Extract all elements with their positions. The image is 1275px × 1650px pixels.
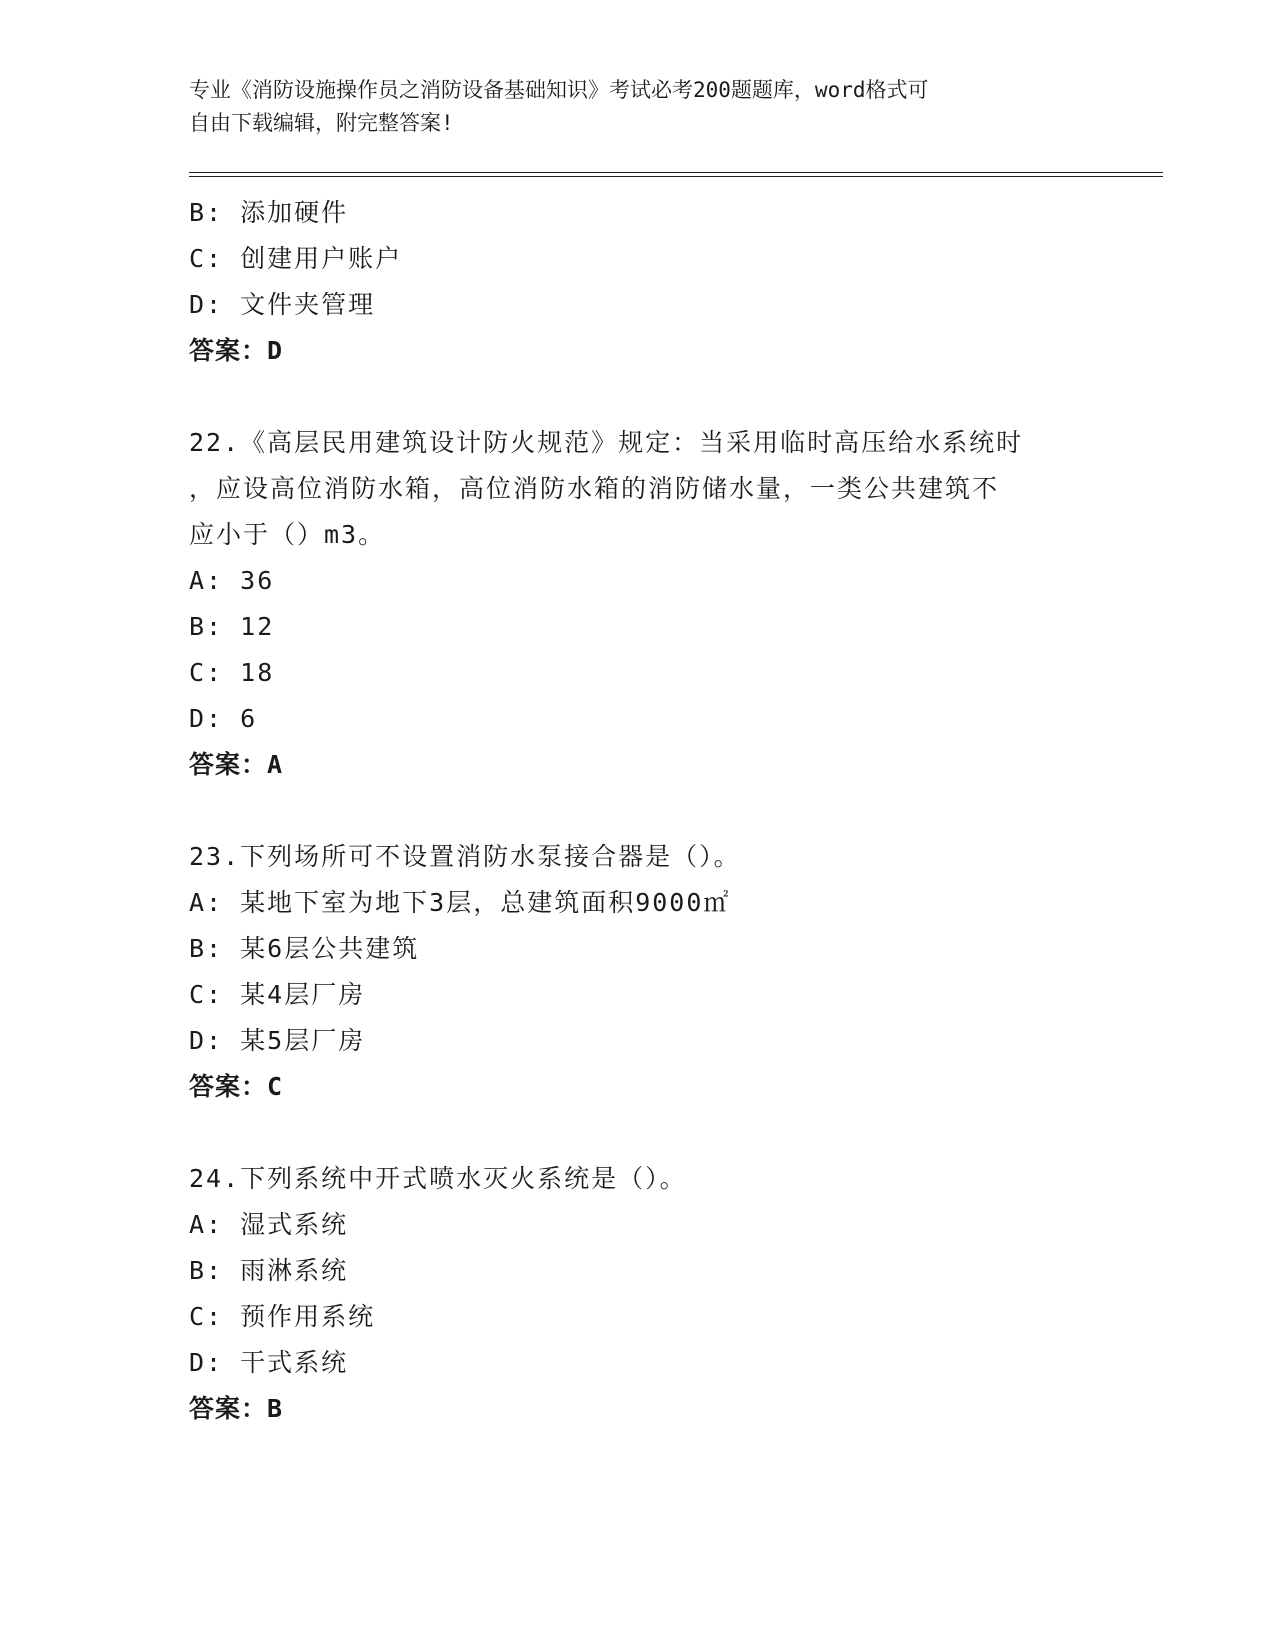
option-c: C: 预作用系统 bbox=[189, 1302, 376, 1331]
option-b: B: 某6层公共建筑 bbox=[189, 934, 420, 963]
option-c: C: 18 bbox=[189, 658, 275, 687]
option-c: C: 某4层厂房 bbox=[189, 980, 366, 1009]
question-text-line: 24.下列系统中开式喷水灭火系统是（）。 bbox=[189, 1164, 687, 1193]
option-b: B: 添加硬件 bbox=[189, 198, 349, 227]
option-d: D: 干式系统 bbox=[189, 1348, 349, 1377]
question-21-tail bbox=[189, 190, 1089, 374]
option-d: D: 某5层厂房 bbox=[189, 1026, 366, 1055]
answer: 答案：D bbox=[189, 336, 284, 365]
option-b: B: 雨淋系统 bbox=[189, 1256, 349, 1285]
header-divider-top bbox=[189, 172, 1163, 173]
answer: 答案：B bbox=[189, 1394, 284, 1423]
option-a: A: 36 bbox=[189, 566, 275, 595]
question-list bbox=[189, 190, 1089, 1432]
option-d: D: 文件夹管理 bbox=[189, 290, 376, 319]
question-22 bbox=[189, 420, 1089, 788]
option-c: C: 创建用户账户 bbox=[189, 244, 403, 273]
question-text-line: 22.《高层民用建筑设计防火规范》规定：当采用临时高压给水系统时 bbox=[189, 428, 1024, 457]
option-a: A: 湿式系统 bbox=[189, 1210, 349, 1239]
question-text-line: 23.下列场所可不设置消防水泵接合器是（）。 bbox=[189, 842, 741, 871]
option-d: D: 6 bbox=[189, 704, 258, 733]
header-line-2: 自由下载编辑，附完整答案! bbox=[189, 111, 454, 135]
option-a: A: 某地下室为地下3层，总建筑面积9000㎡ bbox=[189, 888, 731, 917]
header-divider-bottom bbox=[189, 176, 1163, 177]
question-text-line: 应小于（）m3。 bbox=[189, 520, 386, 549]
question-24 bbox=[189, 1156, 1089, 1432]
header-line-1: 专业《消防设施操作员之消防设备基础知识》考试必考200题题库，word格式可 bbox=[189, 78, 929, 102]
question-23 bbox=[189, 834, 1089, 1110]
document-header bbox=[189, 74, 1089, 140]
option-b: B: 12 bbox=[189, 612, 275, 641]
answer: 答案：A bbox=[189, 750, 284, 779]
answer: 答案：C bbox=[189, 1072, 284, 1101]
question-text-line: ，应设高位消防水箱，高位消防水箱的消防储水量，一类公共建筑不 bbox=[189, 474, 1000, 503]
